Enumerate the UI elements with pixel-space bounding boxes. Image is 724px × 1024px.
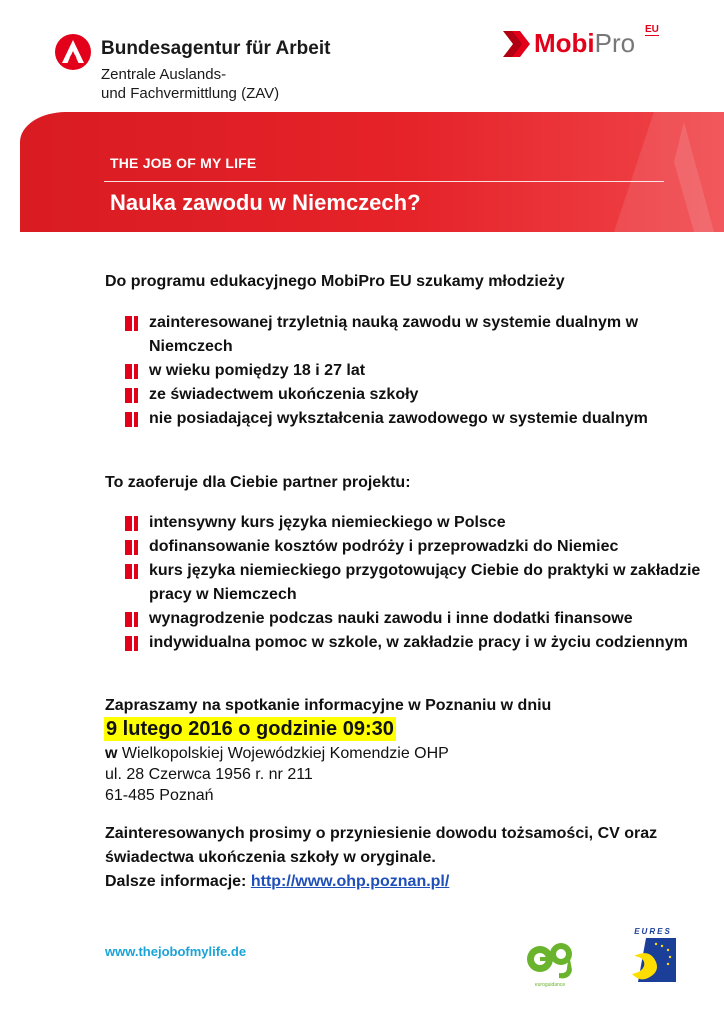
bullet-icon: [125, 316, 138, 331]
more-info-line: [105, 870, 705, 894]
bullet-icon: [125, 564, 138, 579]
list-item: indywidualna pomoc w szkole, w zakładzie pracy i w życiu codziennym: [125, 631, 715, 655]
brand-pro: Pro: [594, 28, 636, 58]
banner-divider: [104, 181, 664, 182]
banner-decoration-icon: [584, 112, 724, 232]
list-item: dofinansowanie kosztów podróży i przeprowadzki do Niemiec: [125, 535, 715, 559]
org-name: Bundesagentur für Arbeit: [101, 38, 331, 59]
bundesagentur-logo-icon: [55, 34, 91, 70]
list-item: zainteresowanej trzyletnią nauką zawodu w systemie dualnym w Niemczech: [125, 311, 715, 359]
list-item: kurs języka niemieckiego przygotowujący Ciebie do praktyki w zakładzie pracy w Niemczech: [125, 559, 715, 607]
bullet-icon: [125, 540, 138, 555]
bullet-icon: [125, 412, 138, 427]
section1-lead: Do programu edukacyjnego MobiPro EU szukamy młodzieży: [105, 273, 565, 290]
org-subtitle: Zentrale Auslands- und Fachvermittlung (ZAV): [101, 66, 280, 102]
list-item: intensywny kurs języka niemieckiego w Polsce: [125, 511, 715, 535]
place-prefix: w: [105, 745, 118, 762]
event-place: [105, 743, 449, 764]
bullet-icon: [125, 516, 138, 531]
mobipro-logo: [534, 28, 635, 59]
event-date: 9 lutego 2016 o godzinie 09:30: [106, 718, 394, 740]
euroguidance-text: euroguidance: [534, 982, 566, 988]
list-item: nie posiadającej wykształcenia zawodowego w systemie dualnym: [125, 407, 715, 431]
bullet-icon: [125, 612, 138, 627]
list-item: wynagrodzenie podczas nauki zawodu i inne dodatki finansowe: [125, 607, 715, 631]
eures-text: EURES: [634, 927, 672, 936]
place-name: Wielkopolskiej Wojewódzkiej Komendzie OHP: [117, 745, 449, 762]
invite-text: Zapraszamy na spotkanie informacyjne w Poznaniu w dniu: [105, 697, 552, 714]
ohp-link[interactable]: http://www.ohp.poznan.pl/: [250, 873, 450, 890]
eures-logo-icon: [626, 926, 680, 986]
event-street: ul. 28 Czerwca 1956 r. nr 211: [105, 766, 313, 783]
brand-eu: EU: [645, 24, 659, 35]
list-item: w wieku pomiędzy 18 i 27 lat: [125, 359, 715, 383]
event-city: 61-485 Poznań: [105, 787, 214, 804]
brand-mobi: Mobi: [534, 28, 595, 58]
bullet-icon: [125, 364, 138, 379]
banner-kicker: THE JOB OF MY LIFE: [110, 155, 257, 171]
more-info-label: Dalsze informacje:: [105, 873, 247, 890]
closing-block: [105, 822, 705, 894]
bullet-icon: [125, 636, 138, 651]
section2-list: [125, 511, 715, 655]
section2-lead: To zaoferuje dla Ciebie partner projektu:: [105, 474, 411, 491]
closing-text: Zainteresowanych prosimy o przyniesienie dowodu tożsamości, CV oraz świadectwa ukończenia szkoły w oryginale.: [105, 825, 658, 866]
bullet-icon: [125, 388, 138, 403]
banner-title: Nauka zawodu w Niemczech?: [110, 190, 421, 215]
section1-list: [125, 311, 715, 431]
euroguidance-logo-icon: [522, 932, 578, 988]
footer-url[interactable]: www.thejobofmylife.de: [105, 944, 247, 959]
mobipro-chevron-icon: [503, 31, 531, 57]
list-item: ze świadectwem ukończenia szkoły: [125, 383, 715, 407]
